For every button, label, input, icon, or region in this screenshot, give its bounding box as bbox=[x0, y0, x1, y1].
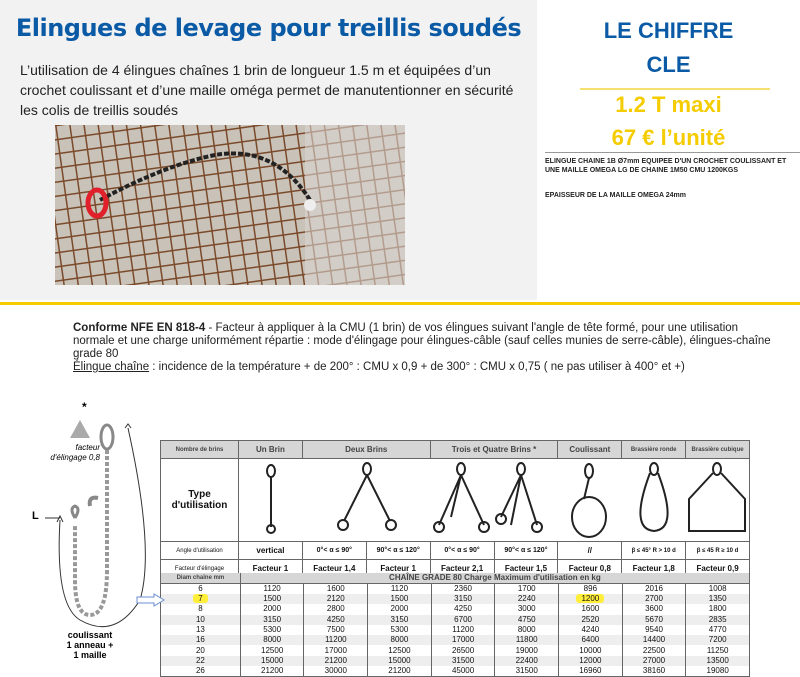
divider bbox=[545, 152, 800, 153]
load-value bbox=[304, 635, 368, 645]
cell-text: 4250 bbox=[326, 614, 345, 624]
caption-line: 1 anneau + bbox=[66, 640, 114, 650]
load-value bbox=[240, 645, 304, 655]
cell-text: 8000 bbox=[517, 625, 536, 635]
cell-text: 4250 bbox=[454, 604, 472, 614]
load-value bbox=[495, 666, 559, 677]
cell-text: 4770 bbox=[708, 625, 727, 635]
warning-icon bbox=[70, 420, 90, 438]
diagram-caption bbox=[60, 630, 120, 660]
angle-cell: 0°< α ≤ 90° bbox=[430, 542, 494, 560]
load-value bbox=[304, 594, 368, 604]
cell-text: 16 bbox=[195, 635, 205, 645]
cell-text: 15000 bbox=[388, 655, 411, 665]
load-value bbox=[240, 615, 304, 625]
cell-text: 11200 bbox=[452, 625, 474, 635]
factor-cell: Facteur 2,1 bbox=[430, 560, 494, 578]
angle-cell: β ≤ 45 R ≥ 10 d bbox=[686, 542, 750, 560]
cell-text: 10000 bbox=[579, 645, 602, 655]
load-value bbox=[431, 645, 495, 655]
load-value bbox=[431, 666, 495, 677]
load-value bbox=[368, 594, 432, 604]
key-title-line1: LE CHIFFRE bbox=[603, 18, 734, 43]
cell-text: 1800 bbox=[708, 604, 727, 614]
norm-description: - Facteur à appliquer à la CMU (1 brin) de vos élingues suivant l'angle de tête formé, pour une utilisation normale et une charge uniformément répartie : mode d'élingage pour élingues-câble (sauf celles munies de serre-câble), élingues-chaîne grade 80 bbox=[73, 322, 771, 360]
load-value bbox=[304, 666, 368, 677]
norm-reference: Conforme NFE EN 818-4 bbox=[73, 322, 206, 334]
cell-text: 2520 bbox=[581, 614, 600, 624]
cell-text: 9540 bbox=[645, 625, 663, 635]
angle-cell: 90°< α ≤ 120° bbox=[494, 542, 558, 560]
load-value bbox=[686, 656, 750, 666]
chain-diameter bbox=[161, 615, 241, 625]
norm-text bbox=[73, 322, 773, 374]
load-value bbox=[240, 625, 304, 635]
chain-diameter bbox=[161, 625, 241, 635]
factor-cell: Facteur 0,8 bbox=[558, 560, 622, 578]
load-value bbox=[431, 584, 495, 595]
load-value bbox=[431, 635, 495, 645]
type-label: Type d'utilisation bbox=[161, 459, 239, 542]
chain-diameter bbox=[161, 645, 241, 655]
load-value bbox=[304, 584, 368, 595]
load-value bbox=[431, 594, 495, 604]
cell-text: 8 bbox=[198, 604, 203, 614]
cell-text: 2000 bbox=[263, 604, 282, 614]
cell-text: 2800 bbox=[326, 604, 345, 614]
cell-text: 8000 bbox=[263, 635, 282, 645]
cell-text: 2835 bbox=[708, 614, 727, 624]
load-value bbox=[686, 594, 750, 604]
load-value bbox=[240, 666, 304, 677]
caption-line: coulissant bbox=[67, 630, 113, 640]
cell-text: 2120 bbox=[326, 594, 345, 604]
load-row bbox=[161, 604, 750, 614]
factor-note: facteur d'élingage 0,8 bbox=[50, 443, 100, 462]
cell-text: 3150 bbox=[454, 594, 472, 604]
angle-cell: β ≤ 45° R > 10 d bbox=[622, 542, 686, 560]
usage-table bbox=[160, 440, 750, 578]
load-value bbox=[431, 625, 495, 635]
factor-cell: Facteur 1,8 bbox=[622, 560, 686, 578]
cell-text: 21200 bbox=[324, 655, 347, 665]
load-value bbox=[559, 656, 623, 666]
cell-text: 12500 bbox=[261, 645, 284, 655]
cell-text: 3600 bbox=[645, 604, 663, 614]
load-value bbox=[686, 615, 750, 625]
arrow-right-icon bbox=[136, 593, 166, 607]
load-value bbox=[368, 656, 432, 666]
load-value bbox=[368, 604, 432, 614]
cell-text: 7500 bbox=[326, 625, 345, 635]
load-value bbox=[559, 615, 623, 625]
factor-cell: Facteur 1 bbox=[239, 560, 303, 578]
cell-text: 22500 bbox=[642, 645, 666, 655]
header-cell: Nombre de brins bbox=[161, 441, 239, 459]
chain-diameter bbox=[161, 594, 241, 604]
cell-text: 4240 bbox=[581, 625, 600, 635]
load-row bbox=[161, 594, 750, 604]
length-label: L bbox=[32, 510, 39, 522]
cell-text: 1200 bbox=[576, 594, 604, 603]
load-value bbox=[495, 656, 559, 666]
cell-text: 2700 bbox=[645, 594, 663, 604]
header-cell: Coulissant bbox=[558, 441, 622, 459]
temperature-note: : incidence de la température + de 200° : CMU x 0,9 + de 300° : CMU x 0,75 ( ne pas utiliser à 400° et +) bbox=[149, 361, 685, 373]
cell-text: 17000 bbox=[324, 645, 347, 655]
load-header: CHAÎNE GRADE 80 Charge Maximum d'utilisation en kg bbox=[240, 573, 749, 584]
factor-cell: Facteur 1,5 bbox=[494, 560, 558, 578]
load-value bbox=[559, 594, 623, 604]
load-value bbox=[686, 584, 750, 595]
load-row bbox=[161, 615, 750, 625]
cell-text: 12500 bbox=[388, 645, 411, 655]
load-value bbox=[368, 584, 432, 595]
load-value bbox=[622, 645, 686, 655]
cell-text: 21200 bbox=[261, 666, 284, 676]
factor-cell: Facteur 0,9 bbox=[686, 560, 750, 578]
load-value bbox=[686, 625, 750, 635]
cell-text: 30000 bbox=[324, 666, 347, 676]
load-value bbox=[686, 666, 750, 677]
cell-text: 21200 bbox=[388, 666, 411, 676]
cell-text: 19000 bbox=[515, 645, 538, 655]
load-row bbox=[161, 656, 750, 666]
diam-header: Diam chaîne mm bbox=[161, 573, 241, 584]
chain-diameter bbox=[161, 635, 241, 645]
cell-text: 2016 bbox=[645, 584, 663, 593]
cell-text: 13 bbox=[195, 625, 205, 635]
cell-text: 1120 bbox=[390, 584, 409, 593]
usage-illustrations bbox=[239, 459, 750, 542]
header-cell: Deux Brins bbox=[302, 441, 430, 459]
cell-text: 12000 bbox=[579, 655, 602, 665]
load-value bbox=[559, 645, 623, 655]
chain-diameter bbox=[161, 584, 241, 595]
load-value bbox=[304, 604, 368, 614]
cell-text: 2240 bbox=[517, 594, 536, 604]
load-value bbox=[622, 615, 686, 625]
cell-text: 7200 bbox=[708, 635, 727, 645]
cell-text: 26500 bbox=[451, 645, 475, 655]
chain-diameter bbox=[161, 666, 241, 677]
yellow-separator bbox=[0, 302, 800, 305]
load-row bbox=[161, 625, 750, 635]
load-value bbox=[240, 635, 304, 645]
cell-text: 1500 bbox=[390, 594, 409, 604]
cell-text: 1120 bbox=[263, 584, 281, 593]
load-value bbox=[495, 645, 559, 655]
cell-text: 2000 bbox=[390, 604, 409, 614]
load-value bbox=[686, 635, 750, 645]
divider bbox=[580, 88, 770, 90]
cell-text: 6 bbox=[198, 584, 203, 593]
cell-text: 3150 bbox=[390, 614, 409, 624]
cell-text: 17000 bbox=[451, 635, 475, 645]
load-value bbox=[495, 594, 559, 604]
cell-text: 1008 bbox=[708, 584, 727, 593]
cell-text: 31500 bbox=[451, 655, 475, 665]
header-cell: Un Brin bbox=[239, 441, 303, 459]
caption-line: 1 maille bbox=[73, 650, 107, 660]
load-value bbox=[368, 666, 432, 677]
cell-text: 6700 bbox=[454, 614, 472, 624]
load-value bbox=[240, 604, 304, 614]
load-value bbox=[368, 625, 432, 635]
load-value bbox=[304, 645, 368, 655]
cell-text: 19080 bbox=[706, 666, 729, 676]
load-value bbox=[559, 584, 623, 595]
chain-label: Élingue chaîne bbox=[73, 361, 150, 373]
load-value bbox=[495, 635, 559, 645]
load-value bbox=[431, 604, 495, 614]
load-value bbox=[495, 584, 559, 595]
angle-cell: // bbox=[558, 542, 622, 560]
cell-text: 20 bbox=[195, 645, 205, 655]
load-value bbox=[304, 656, 368, 666]
load-value bbox=[686, 604, 750, 614]
load-row bbox=[161, 645, 750, 655]
load-value bbox=[559, 625, 623, 635]
load-value bbox=[240, 656, 304, 666]
load-value bbox=[622, 635, 686, 645]
header-cell: Trois et Quatre Brins * bbox=[430, 441, 558, 459]
cell-text: 1500 bbox=[263, 594, 282, 604]
cell-text: 16960 bbox=[579, 666, 602, 676]
chain-diameter bbox=[161, 656, 241, 666]
cell-text: 1600 bbox=[326, 584, 345, 593]
load-value bbox=[495, 625, 559, 635]
load-value bbox=[431, 615, 495, 625]
cell-text: 11200 bbox=[324, 635, 347, 645]
cell-text: 4750 bbox=[517, 614, 536, 624]
cell-text: 11250 bbox=[706, 645, 729, 655]
angle-label: Angle d'utilisation bbox=[161, 542, 239, 560]
load-value bbox=[622, 656, 686, 666]
cell-text: 31500 bbox=[515, 666, 538, 676]
load-value bbox=[495, 604, 559, 614]
load-value bbox=[495, 615, 559, 625]
load-value bbox=[368, 635, 432, 645]
cell-text: 5670 bbox=[645, 614, 663, 624]
cell-text: 1600 bbox=[581, 604, 600, 614]
chain-diameter bbox=[161, 604, 241, 614]
load-row bbox=[161, 666, 750, 677]
angle-cell: vertical bbox=[239, 542, 303, 560]
load-value bbox=[686, 645, 750, 655]
factor-cell: Facteur 1,4 bbox=[302, 560, 366, 578]
max-load: 1.2 T maxi bbox=[615, 92, 722, 117]
load-value bbox=[431, 656, 495, 666]
load-value bbox=[304, 615, 368, 625]
angle-cell: 90°< α ≤ 120° bbox=[366, 542, 430, 560]
cell-text: 45000 bbox=[451, 666, 475, 676]
cell-text: 15000 bbox=[261, 655, 284, 665]
angle-cell: 0°< α ≤ 90° bbox=[302, 542, 366, 560]
cell-text: 14400 bbox=[642, 635, 666, 645]
header-cell: Brassière cubique bbox=[686, 441, 750, 459]
asterisk: * bbox=[82, 400, 87, 414]
cell-text: 22400 bbox=[515, 655, 538, 665]
load-row bbox=[161, 635, 750, 645]
cell-text: 8000 bbox=[390, 635, 409, 645]
load-value bbox=[304, 625, 368, 635]
load-value bbox=[240, 584, 304, 595]
cell-text: 10 bbox=[195, 614, 205, 624]
cell-text: 2360 bbox=[454, 584, 472, 593]
cell-text: 22 bbox=[195, 655, 205, 665]
cell-text: 11800 bbox=[515, 635, 538, 645]
intro-text: L’utilisation de 4 élingues chaînes 1 brin de longueur 1.5 m et équipées d’un crochet coulissant et d’une maille oméga permet de manutentionner en sécurité les colis de treillis soudés bbox=[20, 62, 514, 118]
chain-diagram bbox=[20, 400, 160, 676]
load-value bbox=[368, 645, 432, 655]
factor-label: Facteur d'élingage bbox=[161, 560, 239, 578]
cell-text: 38160 bbox=[642, 666, 666, 676]
cell-text: 26 bbox=[195, 666, 205, 676]
product-description: ELINGUE CHAINE 1B Ø7mm EQUIPEE D'UN CROCHET COULISSANT ET UNE MAILLE OMEGA LG DE CHAINE 1M50 CMU 1200KGS bbox=[545, 158, 787, 174]
cell-text: 3000 bbox=[517, 604, 536, 614]
load-row bbox=[161, 584, 750, 595]
load-value bbox=[622, 604, 686, 614]
product-photo bbox=[55, 125, 405, 285]
load-value bbox=[559, 604, 623, 614]
cell-text: 5300 bbox=[263, 625, 282, 635]
load-value bbox=[622, 594, 686, 604]
cell-text: 5300 bbox=[390, 625, 409, 635]
load-value bbox=[622, 625, 686, 635]
load-value bbox=[559, 635, 623, 645]
cell-text: 13500 bbox=[706, 655, 729, 665]
cell-text: 1350 bbox=[708, 594, 727, 604]
load-value bbox=[240, 594, 304, 604]
page-title: Elingues de levage pour treillis soudés bbox=[15, 14, 522, 42]
cell-text: 896 bbox=[583, 584, 598, 593]
cell-text: 27000 bbox=[642, 655, 666, 665]
header-cell: Brassière ronde bbox=[622, 441, 686, 459]
omega-thickness: EPAISSEUR DE LA MAILLE OMEGA 24mm bbox=[545, 192, 686, 199]
cell-text: 6400 bbox=[581, 635, 600, 645]
key-title-line2: CLE bbox=[646, 52, 691, 77]
factor-cell: Facteur 1 bbox=[366, 560, 430, 578]
cell-text: 3150 bbox=[263, 614, 282, 624]
load-value bbox=[559, 666, 623, 677]
load-value bbox=[622, 666, 686, 677]
load-value bbox=[622, 584, 686, 595]
cell-text: 1700 bbox=[517, 584, 536, 593]
cell-text: 7 bbox=[193, 594, 207, 603]
load-value bbox=[368, 615, 432, 625]
unit-price: 67 € l’unité bbox=[611, 125, 726, 150]
load-table bbox=[160, 573, 750, 677]
